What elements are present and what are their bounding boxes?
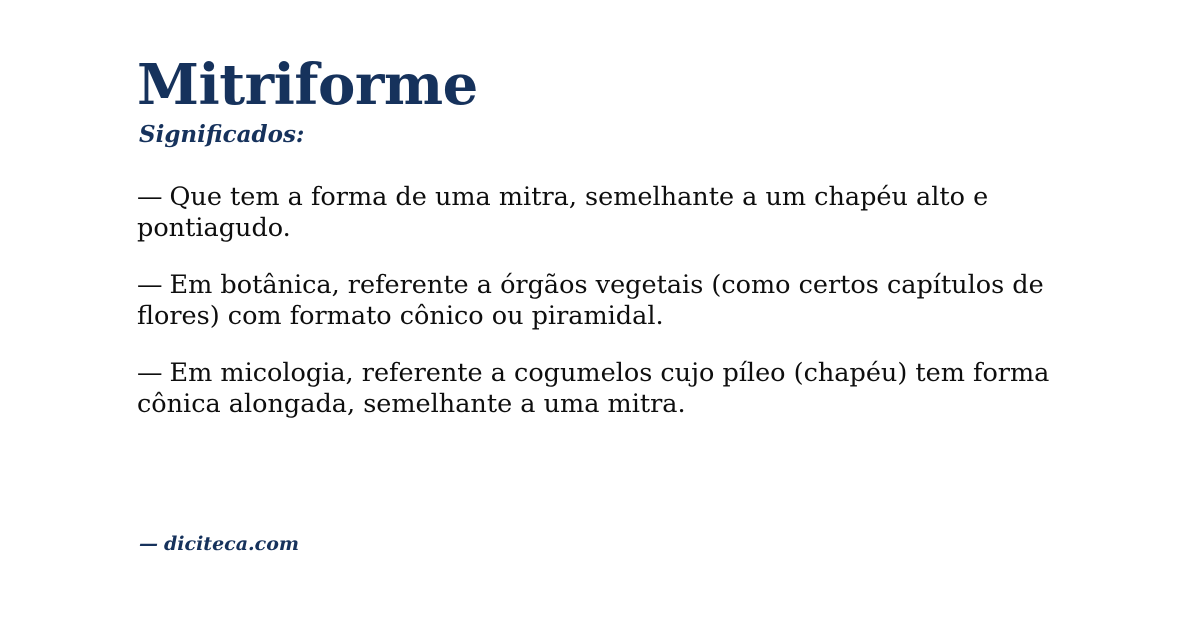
definition-list	[137, 182, 1070, 421]
list-item	[137, 182, 1070, 244]
em-dash-marker: —	[137, 358, 163, 389]
list-item	[137, 358, 1070, 420]
source-dash: —	[139, 533, 158, 555]
list-item	[137, 270, 1070, 332]
definition-text: Em micologia, referente a cogumelos cujo píleo (chapéu) tem forma cônica alongada, semelhante a uma mitra.	[137, 358, 1050, 420]
meanings-label: Significados:	[139, 120, 305, 148]
source-name: diciteca.com	[164, 533, 299, 555]
page-title: Mitriforme	[137, 52, 478, 118]
em-dash-marker: —	[137, 270, 163, 301]
definition-text: Em botânica, referente a órgãos vegetais (como certos capítulos de flores) com formato cônico ou piramidal.	[137, 270, 1044, 332]
definition-text: Que tem a forma de uma mitra, semelhante a um chapéu alto e pontiagudo.	[137, 181, 989, 243]
em-dash-marker: —	[137, 181, 163, 212]
source-attribution	[139, 533, 299, 555]
